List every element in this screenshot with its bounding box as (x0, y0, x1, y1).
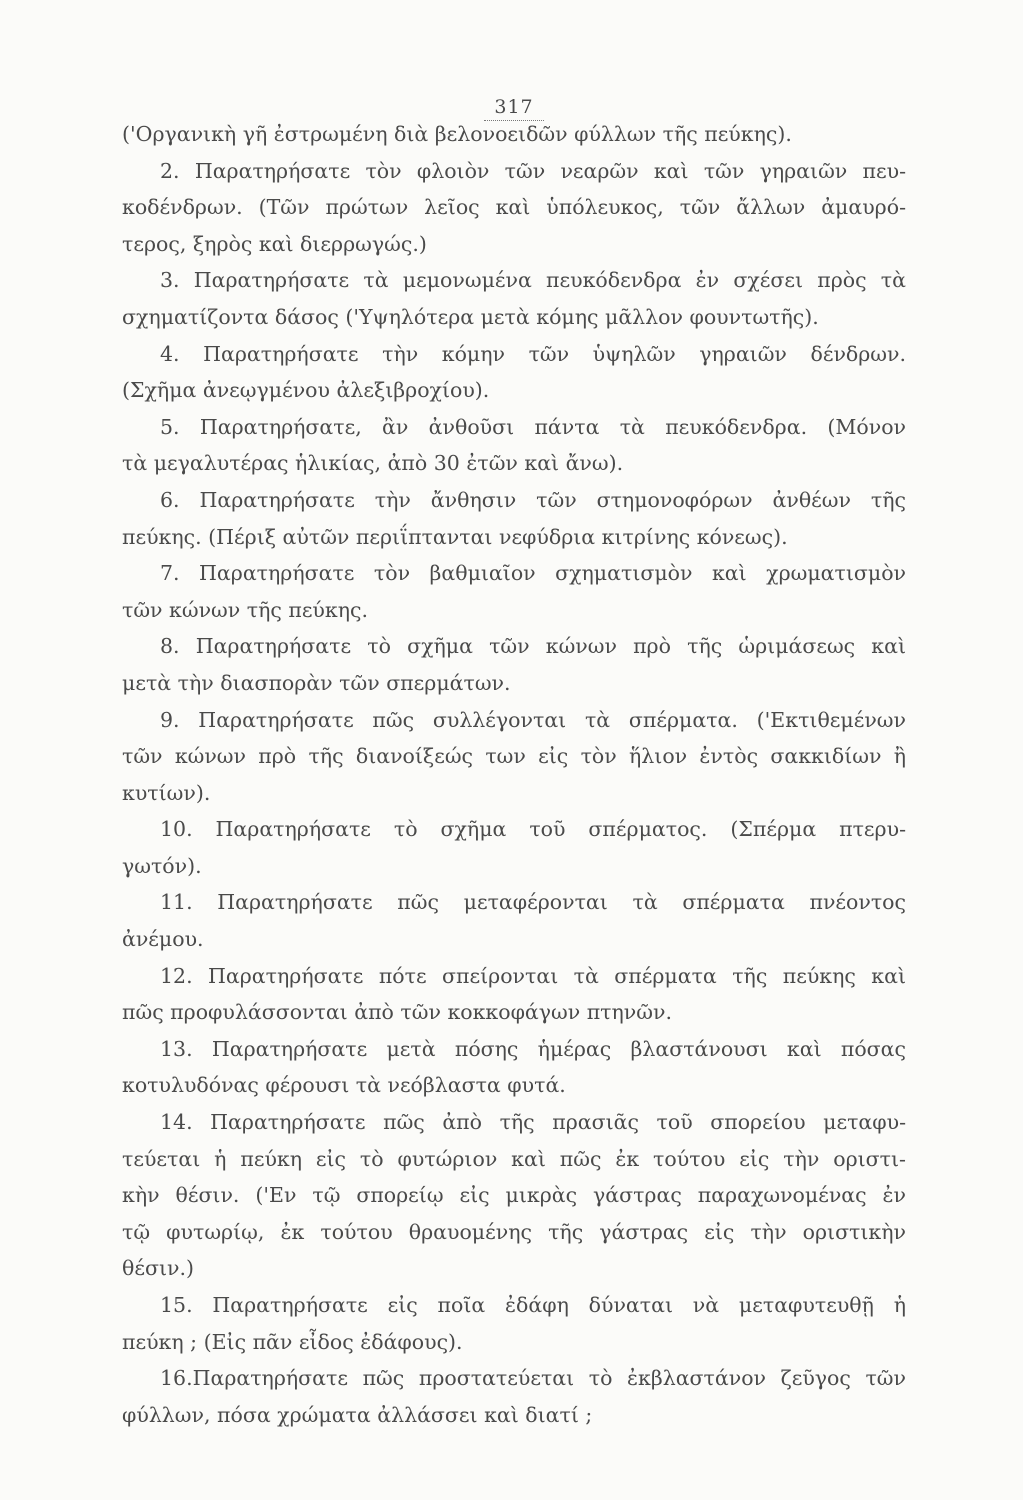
text-line: τεύεται ἡ πεύκη εἰς τὸ φυτώριον καὶ πῶς ἐκ τούτου εἰς τὴν οριστι- (122, 1146, 906, 1171)
text-line: 16.Παρατηρήσατε πῶς προστατεύεται τὸ ἐκβλαστάνον ζεῦγος τῶν (160, 1366, 906, 1391)
text-line: 2. Παρατηρήσατε τὸν φλοιὸν τῶν νεαρῶν καὶ τῶν γηραιῶν πευ- (160, 158, 906, 183)
text-line: ἀνέμου. (122, 927, 204, 952)
text-line: πῶς προφυλάσσονται ἀπὸ τῶν κοκκοφάγων πτηνῶν. (122, 1000, 672, 1025)
text-line: 13. Παρατηρήσατε μετὰ πόσης ἡμέρας βλαστάνουσι καὶ πόσας (160, 1036, 906, 1061)
text-line: τῶν κώνων πρὸ τῆς διανοίξεώς των εἰς τὸν ἥλιον ἐντὸς σακκιδίων ἢ (122, 744, 906, 769)
text-line: πεύκη ; (Εἰς πᾶν εἶδος ἐδάφους). (122, 1329, 463, 1354)
body-text (122, 116, 906, 1433)
text-line: τερος, ξηρὸς καὶ διερρωγώς.) (122, 231, 427, 256)
text-line: 11. Παρατηρήσατε πῶς μεταφέρονται τὰ σπέρματα πνέοντος (160, 890, 906, 915)
page-number: 317 (484, 96, 544, 121)
text-line: κυτίων). (122, 780, 211, 805)
text-line: θέσιν.) (122, 1256, 194, 1281)
text-line: 12. Παρατηρήσατε πότε σπείρονται τὰ σπέρματα τῆς πεύκης καὶ (160, 963, 906, 988)
text-line: 7. Παρατηρήσατε τὸν βαθμιαῖον σχηματισμὸν καὶ χρωματισμὸν (160, 561, 906, 586)
text-line: τὰ μεγαλυτέρας ἡλικίας, ἀπὸ 30 ἐτῶν καὶ ἄνω). (122, 451, 624, 476)
text-line: κοδένδρων. (Τῶν πρώτων λεῖος καὶ ὑπόλευκος, τῶν ἄλλων ἀμαυρό- (122, 195, 906, 220)
text-line: γωτόν). (122, 853, 202, 878)
text-line: τῶν κώνων τῆς πεύκης. (122, 597, 368, 622)
text-line: 3. Παρατηρήσατε τὰ μεμονωμένα πευκόδενδρα ἐν σχέσει πρὸς τὰ (160, 268, 906, 293)
text-line: κὴν θέσιν. ('Εν τῷ σπορείῳ εἰς μικρὰς γάστρας παραχωνομένας ἐν (122, 1183, 906, 1208)
text-line: 15. Παρατηρήσατε εἰς ποῖα ἐδάφη δύναται νὰ μεταφυτευθῇ ἡ (160, 1293, 906, 1317)
text-line: 14. Παρατηρήσατε πῶς ἀπὸ τῆς πρασιᾶς τοῦ σπορείου μεταφυ- (160, 1110, 906, 1135)
text-line: ('Οργανικὴ γῆ ἐστρωμένη διὰ βελονοειδῶν φύλλων τῆς πεύκης). (122, 122, 792, 146)
text-line: 10. Παρατηρήσατε τὸ σχῆμα τοῦ σπέρματος. (Σπέρμα πτερυ- (160, 817, 906, 842)
text-line: πεύκης. (Πέριξ αὐτῶν περιΐπτανται νεφύδρια κιτρίνης κόνεως). (122, 524, 788, 549)
text-line: 5. Παρατηρήσατε, ἂν ἀνθοῦσι πάντα τὰ πευκόδενδρα. (Μόνον (160, 414, 906, 439)
text-line: φύλλων, πόσα χρώματα ἀλλάσσει καὶ διατί ; (122, 1402, 593, 1427)
text-line: (Σχῆμα ἀνεῳγμένου ἀλεξιβροχίου). (122, 378, 490, 403)
text-line: 8. Παρατηρήσατε τὸ σχῆμα τῶν κώνων πρὸ τῆς ὡριμάσεως καὶ (160, 634, 906, 659)
text-line: 6. Παρατηρήσατε τὴν ἄνθησιν τῶν στημονοφόρων ἀνθέων τῆς (160, 487, 906, 512)
text-line: μετὰ τὴν διασπορὰν τῶν σπερμάτων. (122, 670, 511, 695)
text-line: κοτυλυδόνας φέρουσι τὰ νεόβλαστα φυτά. (122, 1073, 566, 1098)
text-line: 4. Παρατηρήσατε τὴν κόμην τῶν ὑψηλῶν γηραιῶν δένδρων. (160, 341, 906, 366)
text-line: 9. Παρατηρήσατε πῶς συλλέγονται τὰ σπέρματα. ('Εκτιθεμένων (160, 707, 906, 732)
text-line: σχηματίζοντα δάσος ('Υψηλότερα μετὰ κόμης μᾶλλον φουντωτῆς). (122, 304, 819, 329)
text-line: τῷ φυτωρίῳ, ἐκ τούτου θραυομένης τῆς γάστρας εἰς τὴν οριστικὴν (122, 1219, 906, 1244)
